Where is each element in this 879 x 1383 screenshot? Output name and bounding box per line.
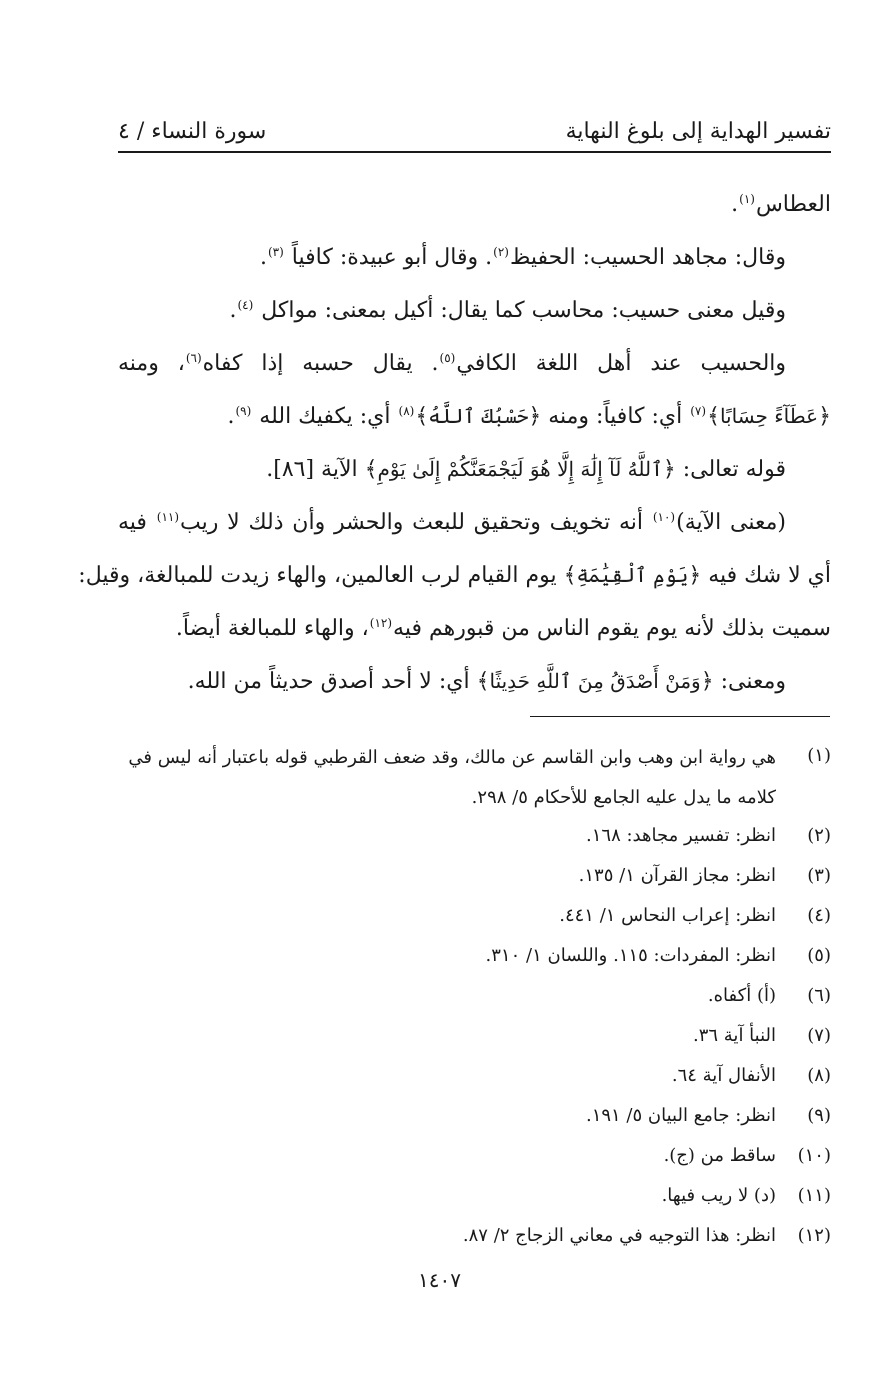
quran-verse: ٱللَّهُ لَآ إِلَٰهَ إِلَّا هُوَ لَيَجْمَعَنَّكُمْ إِلَىٰ يَوْمِ [377, 457, 663, 481]
footnote-number: (٣) [807, 865, 831, 886]
text-run: فيه [118, 510, 156, 535]
text-run: . وقال أبو عبيدة: كافياً [284, 245, 493, 270]
text-run: . [229, 298, 237, 323]
quran-verse: عَطَآءً حِسَابًا [719, 404, 819, 428]
footnote-text: الأنفال آية ٦٤. [671, 1065, 776, 1086]
text-run: ﴾ [415, 404, 429, 429]
footnote-item [118, 1218, 831, 1258]
footnote-number: (٨) [807, 1065, 831, 1086]
footnote-text: النبأ آية ٣٦. [692, 1025, 776, 1046]
text-run: وقيل معنى حسيب: محاسب كما يقال: أكيل بمعنى: مواكل [254, 298, 786, 323]
text-run: وقال: مجاهد الحسيب: الحفيظ [509, 245, 786, 270]
footnote-item [118, 1178, 831, 1218]
footnote-text: انظر: جامع البيان ٥/ ١٩١. [585, 1105, 776, 1126]
text-run: أي لا شك فيه ﴿ [688, 563, 831, 588]
text-run: سميت بذلك لأنه يوم يقوم الناس من قبورهم فيه [393, 616, 831, 641]
footnote-text: انظر: تفسير مجاهد: ١٦٨. [586, 825, 776, 846]
text-run: ﴾ يوم القيام لرب العالمين، والهاء زيدت للمبالغة، وقيل: [78, 563, 577, 588]
footnote-number: (١٠) [797, 1145, 831, 1166]
footnote-text: انظر: المفردات: ١١٥. واللسان ١/ ٣١٠. [485, 945, 776, 966]
footnote-number: (١١) [797, 1185, 831, 1206]
text-line [118, 390, 831, 443]
text-run: ﴾ أي: لا أحد أصدق حديثاً من الله. [187, 669, 490, 694]
surah-label: سورة النساء / ٤ [118, 118, 267, 144]
footnote-number: (٥) [807, 945, 831, 966]
text-run: ، والهاء للمبالغة أيضاً. [175, 616, 369, 641]
footnote-item [118, 858, 831, 898]
text-run: . [259, 245, 267, 270]
footnote-ref: (٢) [493, 244, 509, 259]
footnote-ref: (٧) [690, 403, 707, 418]
footnote-number: (١) [807, 745, 831, 766]
footnote-text: هي رواية ابن وهب وابن القاسم عن مالك، وقد ضعف القرطبي قوله باعتبار أنه ليس في كلامه ما يدل عليه الجامع للأحكام ٥/ ٢٩٨. [128, 747, 776, 808]
text-run: ﴿ [818, 404, 831, 429]
footnote-ref: (٨) [398, 403, 415, 418]
quran-verse: يَوْمِ ٱلْقِيَٰمَةِ [576, 563, 689, 587]
footnote-item [118, 738, 831, 818]
footnote-item [118, 1058, 831, 1098]
text-line [78, 549, 831, 602]
footnote-text: انظر: مجاز القرآن ١/ ١٣٥. [578, 865, 776, 886]
text-run: أي: كافياً: ومنه ﴿ [528, 404, 690, 429]
footnote-text: ساقط من (ج). [663, 1145, 776, 1166]
text-run: ومعنى: ﴿ [700, 669, 786, 694]
footnote-ref: (٩) [235, 403, 252, 418]
footnotes-section [118, 738, 831, 1258]
footnote-separator [530, 716, 830, 717]
footnote-ref: (١٢) [369, 615, 393, 630]
text-run: ﴾ الآية [٨٦]. [266, 457, 378, 482]
text-run: أي: يكفيك الله [252, 404, 398, 429]
header-divider [118, 151, 831, 153]
text-line [118, 178, 831, 231]
footnote-ref: (٣) [267, 244, 284, 259]
footnote-number: (٩) [807, 1105, 831, 1126]
text-run: ، ومنه [118, 351, 185, 376]
text-line [118, 655, 831, 708]
footnote-item [118, 978, 831, 1018]
footnote-ref: (٥) [439, 350, 456, 365]
footnote-text: انظر: إعراب النحاس ١/ ٤٤١. [559, 905, 776, 926]
text-line [118, 337, 831, 390]
footnote-number: (٦) [807, 985, 831, 1006]
footnote-text: انظر: هذا التوجيه في معاني الزجاج ٢/ ٨٧. [462, 1225, 776, 1246]
main-text [78, 178, 831, 708]
text-run: . [731, 192, 739, 217]
footnote-number: (١٢) [797, 1225, 831, 1246]
text-line [118, 602, 831, 655]
footnote-number: (٢) [807, 825, 831, 846]
footnote-ref: (١) [739, 191, 755, 206]
footnote-item [118, 1018, 831, 1058]
footnote-item [118, 1098, 831, 1138]
footnote-text: (أ) أكفاه. [707, 985, 776, 1006]
text-run: ﴾ [707, 404, 720, 429]
text-line [118, 496, 831, 549]
quran-verse: وَمَنْ أَصْدَقُ مِنَ ٱللَّهِ حَدِيثًا [489, 669, 701, 693]
footnote-ref: (١٠) [652, 509, 676, 524]
text-line [118, 284, 831, 337]
running-header [118, 110, 831, 152]
text-run: قوله تعالى: ﴿ [662, 457, 786, 482]
footnote-item [118, 938, 831, 978]
footnote-text: (د) لا ريب فيها. [661, 1185, 776, 1206]
footnote-ref: (٤) [237, 297, 254, 312]
book-title: تفسير الهداية إلى بلوغ النهاية [565, 118, 831, 144]
footnote-ref: (٦) [185, 350, 202, 365]
footnote-item [118, 818, 831, 858]
text-run: والحسيب عند أهل اللغة الكافي [456, 351, 787, 376]
text-line [118, 231, 831, 284]
quran-verse: حَسْبُكَ ٱللَّهُ [428, 404, 529, 428]
footnote-number: (٤) [807, 905, 831, 926]
text-run: (معنى الآية) [676, 510, 787, 535]
footnote-item [118, 898, 831, 938]
text-run: العطاس [755, 192, 831, 217]
text-line [118, 443, 831, 496]
text-run: . [227, 404, 235, 429]
text-run: . يقال حسبه إذا كفاه [202, 351, 439, 376]
footnote-item [118, 1138, 831, 1178]
page-number: ١٤٠٧ [418, 1268, 461, 1292]
footnote-ref: (١١) [156, 509, 180, 524]
text-run: أنه تخويف وتحقيق للبعث والحشر وأن ذلك لا ريب [180, 510, 652, 535]
footnote-number: (٧) [807, 1025, 831, 1046]
